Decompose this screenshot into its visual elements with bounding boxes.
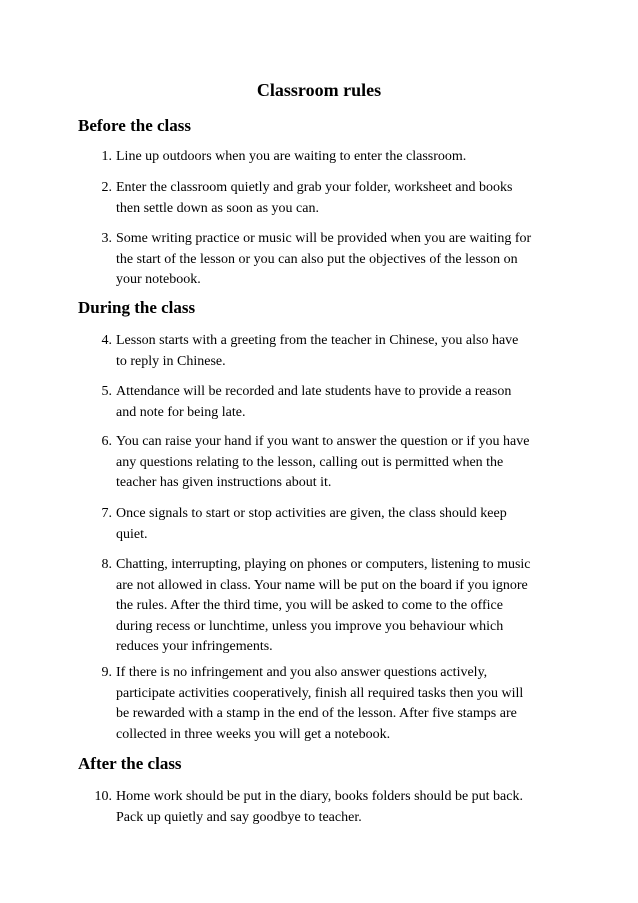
rule-number: 10. [94, 789, 112, 804]
rule-number: 9. [101, 665, 112, 680]
rule-number: 7. [101, 506, 112, 521]
rule-text: Attendance will be recorded and late students have to provide a reason and note for being late. [116, 384, 512, 420]
rule-text: You can raise your hand if you want to answer the question or if you have any questions relating to the lesson, calling out is permitted when the teacher has given instructions about it. [116, 434, 530, 490]
rule-number: 3. [101, 231, 112, 246]
rule-number: 8. [101, 557, 112, 572]
rule-text: Home work should be put in the diary, books folders should be put back. Pack up quietly and say goodbye to teacher. [116, 789, 523, 825]
page-title: Classroom rules [256, 80, 382, 100]
rule-number: 1. [101, 149, 112, 164]
rule-text: If there is no infringement and you also answer questions actively, participate activities cooperatively, finish all required tasks then you will be rewarded with a stamp in the end of the lesson. After five stamps are collected in three weeks you will get a notebook. [116, 665, 524, 742]
rule-number: 5. [101, 384, 112, 399]
section-heading-before-class: Before the class [78, 116, 191, 135]
section-heading-after-class: After the class [78, 754, 182, 773]
rule-text: Enter the classroom quietly and grab your folder, worksheet and books then settle down as soon as you can. [116, 180, 513, 216]
rule-text: Once signals to start or stop activities are given, the class should keep quiet. [116, 506, 507, 542]
rule-number: 4. [101, 333, 112, 348]
rule-text: Chatting, interrupting, playing on phones or computers, listening to music are not allowed in class. Your name will be put on the board if you ignore the rules. After the third time, you will be asked to come to the office during recess or lunchtime, unless you improve you behaviour which reduces your infringements. [116, 557, 531, 654]
rule-text: Line up outdoors when you are waiting to enter the classroom. [116, 149, 467, 164]
rule-text: Some writing practice or music will be provided when you are waiting for the start of the lesson or you can also put the objectives of the lesson on your notebook. [116, 231, 532, 287]
section-heading-during-class: During the class [78, 298, 196, 317]
rule-number: 2. [101, 180, 112, 195]
rule-text: Lesson starts with a greeting from the teacher in Chinese, you also have to reply in Chinese. [116, 333, 519, 369]
rule-number: 6. [101, 434, 112, 449]
